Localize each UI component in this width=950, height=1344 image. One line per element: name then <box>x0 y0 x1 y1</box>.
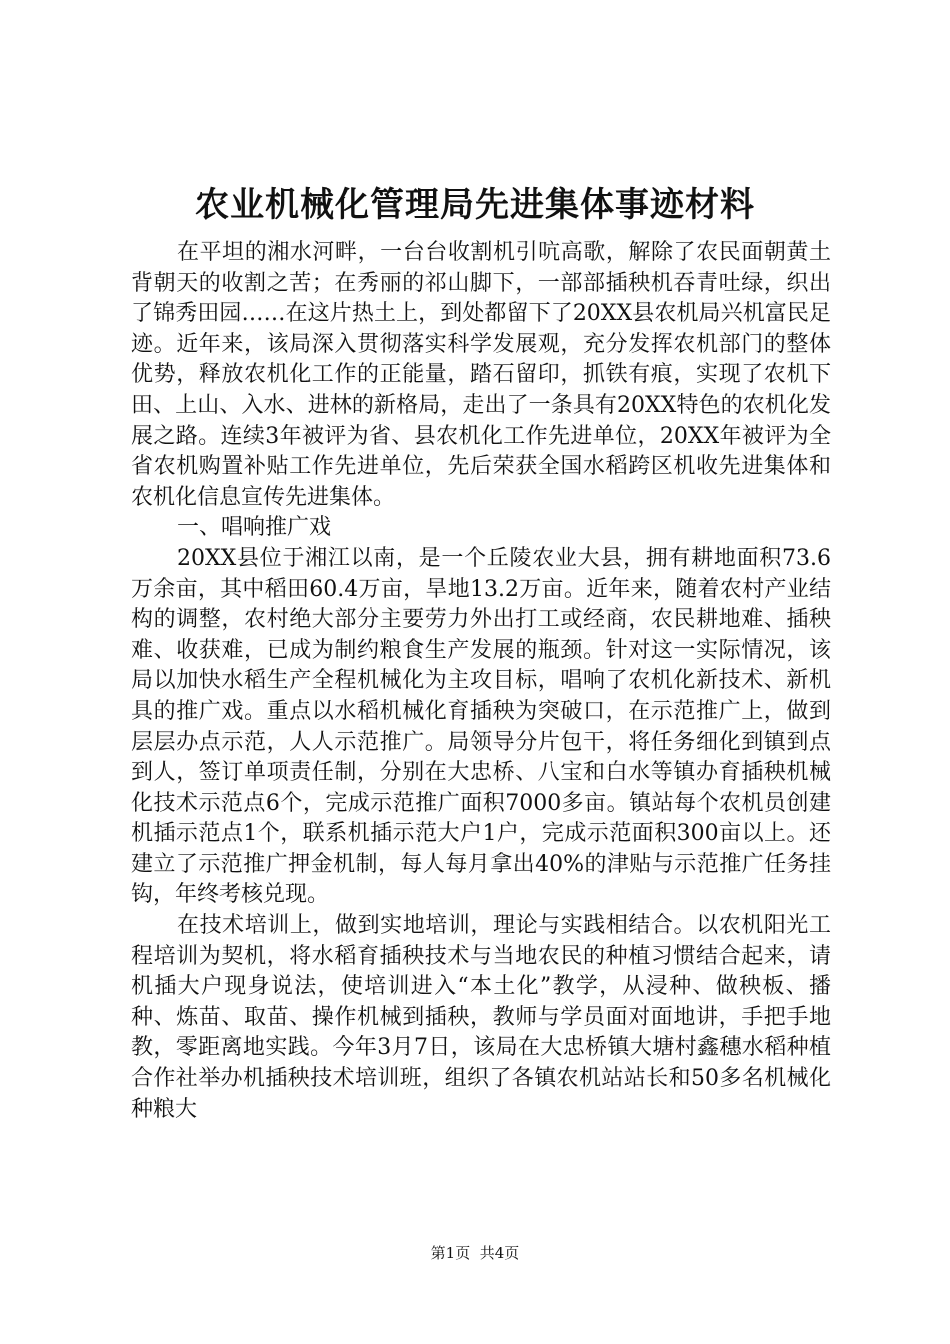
body-paragraph: 在技术培训上，做到实地培训，理论与实践相结合。以农机阳光工程培训为契机，将水稻育插秧技术与当地农民的种植习惯结合起来，请机插大户现身说法，使培训进入“本土化”教学，从浸种、做秧板、播种、炼苗、取苗、操作机械到插秧，教师与学员面对面地讲，手把手地教，零距离地实践。今年3月7日，该局在大忠桥镇大塘村鑫穗水稻种植合作社举办机插秧技术培训班，组织了各镇农机站站长和50多名机械化种粮大 <box>131 913 831 1122</box>
intro-paragraph: 在平坦的湘水河畔，一台台收割机引吭高歌，解除了农民面朝黄土背朝天的收割之苦；在秀丽的祁山脚下，一部部插秧机吞青吐绿，织出了锦秀田园……在这片热土上，到处都留下了20XX县农机局兴机富民足迹。近年来，该局深入贯彻落实科学发展观，充分发挥农机部门的整体优势，释放农机化工作的正能量，踏石留印，抓铁有痕，实现了农机下田、上山、入水、进林的新格局，走出了一条具有20XX特色的农机化发展之路。连续3年被评为省、县农机化工作先进单位，20XX年被评为全省农机购置补贴工作先进单位，先后荣获全国水稻跨区机收先进集体和农机化信息宣传先进集体。 <box>131 240 831 510</box>
document-title: 农业机械化管理局先进集体事迹材料 <box>195 185 755 225</box>
page-footer <box>0 1242 950 1264</box>
body-paragraph: 20XX县位于湘江以南，是一个丘陵农业大县，拥有耕地面积73.6万余亩，其中稻田60.4万亩，旱地13.2万亩。近年来，随着农村产业结构的调整，农村绝大部分主要劳力外出打工或经商，农民耕地难、插秧难、收获难，已成为制约粮食生产发展的瓶颈。针对这一实际情况，该局以加快水稻生产全程机械化为主攻目标，唱响了农机化新技术、新机具的推广戏。重点以水稻机械化育插秧为突破口，在示范推广上，做到层层办点示范，人人示范推广。局领导分片包干，将任务细化到镇到点到人，签订单项责任制，分别在大忠桥、八宝和白水等镇办育插秧机械化技术示范点6个，完成示范推广面积7000多亩。镇站每个农机员创建机插示范点1个，联系机插示范大户1户，完成示范面积300亩以上。还建立了示范推广押金机制，每人每月拿出40%的津贴与示范推广任务挂钩，年终考核兑现。 <box>131 545 831 908</box>
page-number: 第1页 <box>430 1244 471 1262</box>
document-body <box>131 238 831 1125</box>
page-total: 共4页 <box>479 1244 520 1262</box>
section-heading: 一、唱响推广戏 <box>177 515 332 541</box>
